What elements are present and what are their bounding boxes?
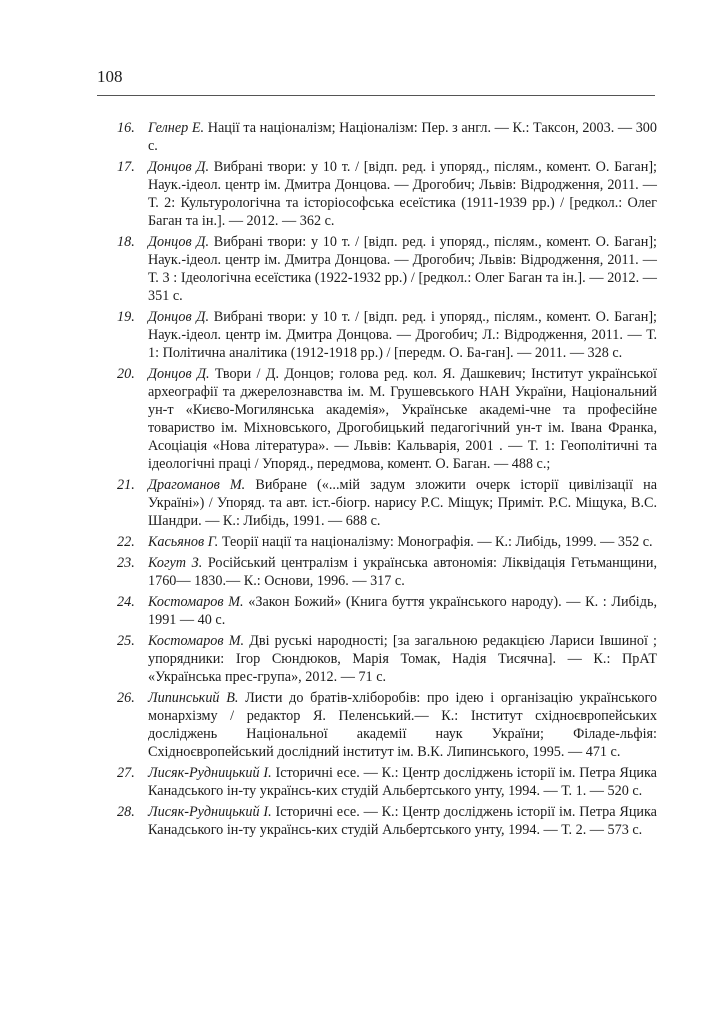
bibliography-entry-23 bbox=[117, 554, 657, 590]
bibliography-entry-17 bbox=[117, 158, 657, 230]
entry-number: 23. bbox=[117, 555, 135, 571]
header-rule bbox=[97, 95, 655, 96]
entry-body bbox=[148, 308, 657, 362]
entry-author: Лисяк-Рудницький І. bbox=[148, 804, 272, 820]
entry-body bbox=[148, 476, 657, 530]
bibliography-list bbox=[117, 119, 657, 842]
entry-text: Дві руські народності; [за загальною редакцією Лариси Івшиної ; упорядники: Ігор Сюндюков, Марія Томак, Надія Тисячна]. — К.: ПрАТ «Українська прес-група», 2012. — 71 с. bbox=[148, 633, 658, 685]
entry-body bbox=[148, 119, 657, 155]
entry-number: 21. bbox=[117, 477, 135, 493]
entry-author: Лисяк-Рудницький І. bbox=[148, 765, 272, 781]
entry-number: 26. bbox=[117, 690, 135, 706]
entry-text: Твори / Д. Донцов; голова ред. кол. Я. Дашкевич; Інститут української археографії та джерелознавства ім. М. Грушевського НАН України, Національний ун-т «Києво-Могилянська академія», Українське академі-чне та професійне товариство ім. Міхновського, Дрогобицький педагогічний ун-т ім. Івана Франка, Асоціація «Нова література». — Львів: Кальварія, 2001 . — Т. 1: Геополітичні та ідеологічні праці / Упоряд., передмова, комент. О. Баган. — 488 с.; bbox=[148, 366, 657, 472]
bibliography-entry-27 bbox=[117, 764, 657, 800]
bibliography-entry-25 bbox=[117, 632, 657, 686]
entry-author: Когут З. bbox=[148, 555, 203, 571]
entry-number: 17. bbox=[117, 159, 135, 175]
entry-number: 27. bbox=[117, 765, 135, 781]
entry-author: Донцов Д. bbox=[148, 366, 210, 382]
entry-number: 19. bbox=[117, 309, 135, 325]
entry-number: 18. bbox=[117, 234, 135, 250]
entry-text: Вибрані твори: у 10 т. / [відп. ред. і упоряд., післям., комент. О. Баган]; Наук.-ідеол. центр ім. Дмитра Донцова. — Дрогобич; Л.: Відродження, 2011. — Т. 1: Політична аналітика (1912-1918 рр.) / [передм. О. Ба-ган]. — 2011. — 328 с. bbox=[148, 309, 657, 361]
bibliography-entry-20 bbox=[117, 365, 657, 473]
entry-text: Вибране («...мій задум зложити очерк історії цивілізації на Україні») / Упоряд. та авт. іст.-біогр. нарису Р.С. Міщук; Приміт. Р.С. Міщука, В.С. Шандри. — К.: Либідь, 1991. — 688 с. bbox=[148, 477, 657, 529]
page-number: 108 bbox=[97, 67, 123, 86]
entry-text: Вибрані твори: у 10 т. / [відп. ред. і упоряд., післям., комент. О. Баган]; Наук.-ідеол. центр ім. Дмитра Донцова. — Дрогобич; Львів: Відродження, 2011. — Т. 2: Культурологічна та історіософська есеїстика (1911-1939 рр.) / [редкол.: Олег Баган та ін.]. — 2012. — 362 с. bbox=[148, 159, 657, 229]
entry-author: Гелнер Е. bbox=[148, 120, 205, 136]
entry-author: Касьянов Г. bbox=[148, 534, 219, 550]
bibliography-entry-16 bbox=[117, 119, 657, 155]
entry-text: Теорії нації та націоналізму: Монографія. — К.: Либідь, 1999. — 352 с. bbox=[218, 534, 653, 550]
entry-number: 22. bbox=[117, 534, 135, 550]
bibliography-entry-18 bbox=[117, 233, 657, 305]
entry-body bbox=[148, 158, 657, 230]
bibliography-entry-28 bbox=[117, 803, 657, 839]
entry-body bbox=[148, 632, 657, 686]
entry-author: Липинський В. bbox=[148, 690, 239, 706]
entry-author: Костомаров М. bbox=[148, 633, 245, 649]
entry-author: Донцов Д. bbox=[148, 309, 209, 325]
entry-text: Нації та націоналізм; Націоналізм: Пер. з англ. — К.: Таксон, 2003. — 300 с. bbox=[148, 120, 657, 154]
entry-body bbox=[148, 554, 657, 590]
entry-body bbox=[148, 764, 657, 800]
entry-text: «Закон Божий» (Книга буття українського народу). — К. : Либідь, 1991 — 40 с. bbox=[148, 594, 657, 628]
entry-author: Донцов Д. bbox=[148, 234, 209, 250]
entry-body bbox=[148, 593, 657, 629]
bibliography-entry-19 bbox=[117, 308, 657, 362]
entry-body bbox=[148, 533, 657, 551]
entry-text: Історичні есе. — К.: Центр досліджень історії ім. Петра Яцика Канадського ін-ту українсь-ких студій Альбертського унту, 1994. — Т. 2. — 573 с. bbox=[148, 804, 657, 838]
entry-body bbox=[148, 689, 657, 761]
entry-body bbox=[148, 233, 657, 305]
entry-body bbox=[148, 365, 657, 473]
entry-text: Історичні есе. — К.: Центр досліджень історії ім. Петра Яцика Канадського ін-ту українсь-ких студій Альбертського унту, 1994. — Т. 1. — 520 с. bbox=[148, 765, 657, 799]
bibliography-entry-22 bbox=[117, 533, 657, 551]
entry-author: Костомаров М. bbox=[148, 594, 244, 610]
entry-text: Листи до братів-хліборобів: про ідею і організацію українського монархізму / редактор Я. Пеленський.— К.: Інститут східноєвропейських досліджень Національної академії наук України; Філаде-льфія: Східноєвропейський дослідний інститут ім. В.К. Липинського, 1995. — 471 с. bbox=[148, 690, 657, 760]
entry-text: Вибрані твори: у 10 т. / [відп. ред. і упоряд., післям., комент. О. Баган]; Наук.-ідеол. центр ім. Дмитра Донцова. — Дрогобич; Львів: Відродження, 2011. — Т. 3 : Ідеологічна есеїстика (1922-1932 рр.) / [редкол.: Олег Баган та ін.]. — 2012. — 351 с. bbox=[148, 234, 657, 304]
bibliography-entry-21 bbox=[117, 476, 657, 530]
bibliography-entry-24 bbox=[117, 593, 657, 629]
entry-number: 20. bbox=[117, 366, 135, 382]
entry-number: 25. bbox=[117, 633, 135, 649]
entry-author: Драгоманов М. bbox=[148, 477, 246, 493]
entry-number: 16. bbox=[117, 120, 135, 136]
entry-body bbox=[148, 803, 657, 839]
entry-author: Донцов Д. bbox=[148, 159, 209, 175]
entry-number: 28. bbox=[117, 804, 135, 820]
bibliography-entry-26 bbox=[117, 689, 657, 761]
entry-number: 24. bbox=[117, 594, 135, 610]
entry-text: Російський централізм і українська автономія: Ліквідація Гетьманщини, 1760— 1830.— К.: Основи, 1996. — 317 с. bbox=[148, 555, 657, 589]
